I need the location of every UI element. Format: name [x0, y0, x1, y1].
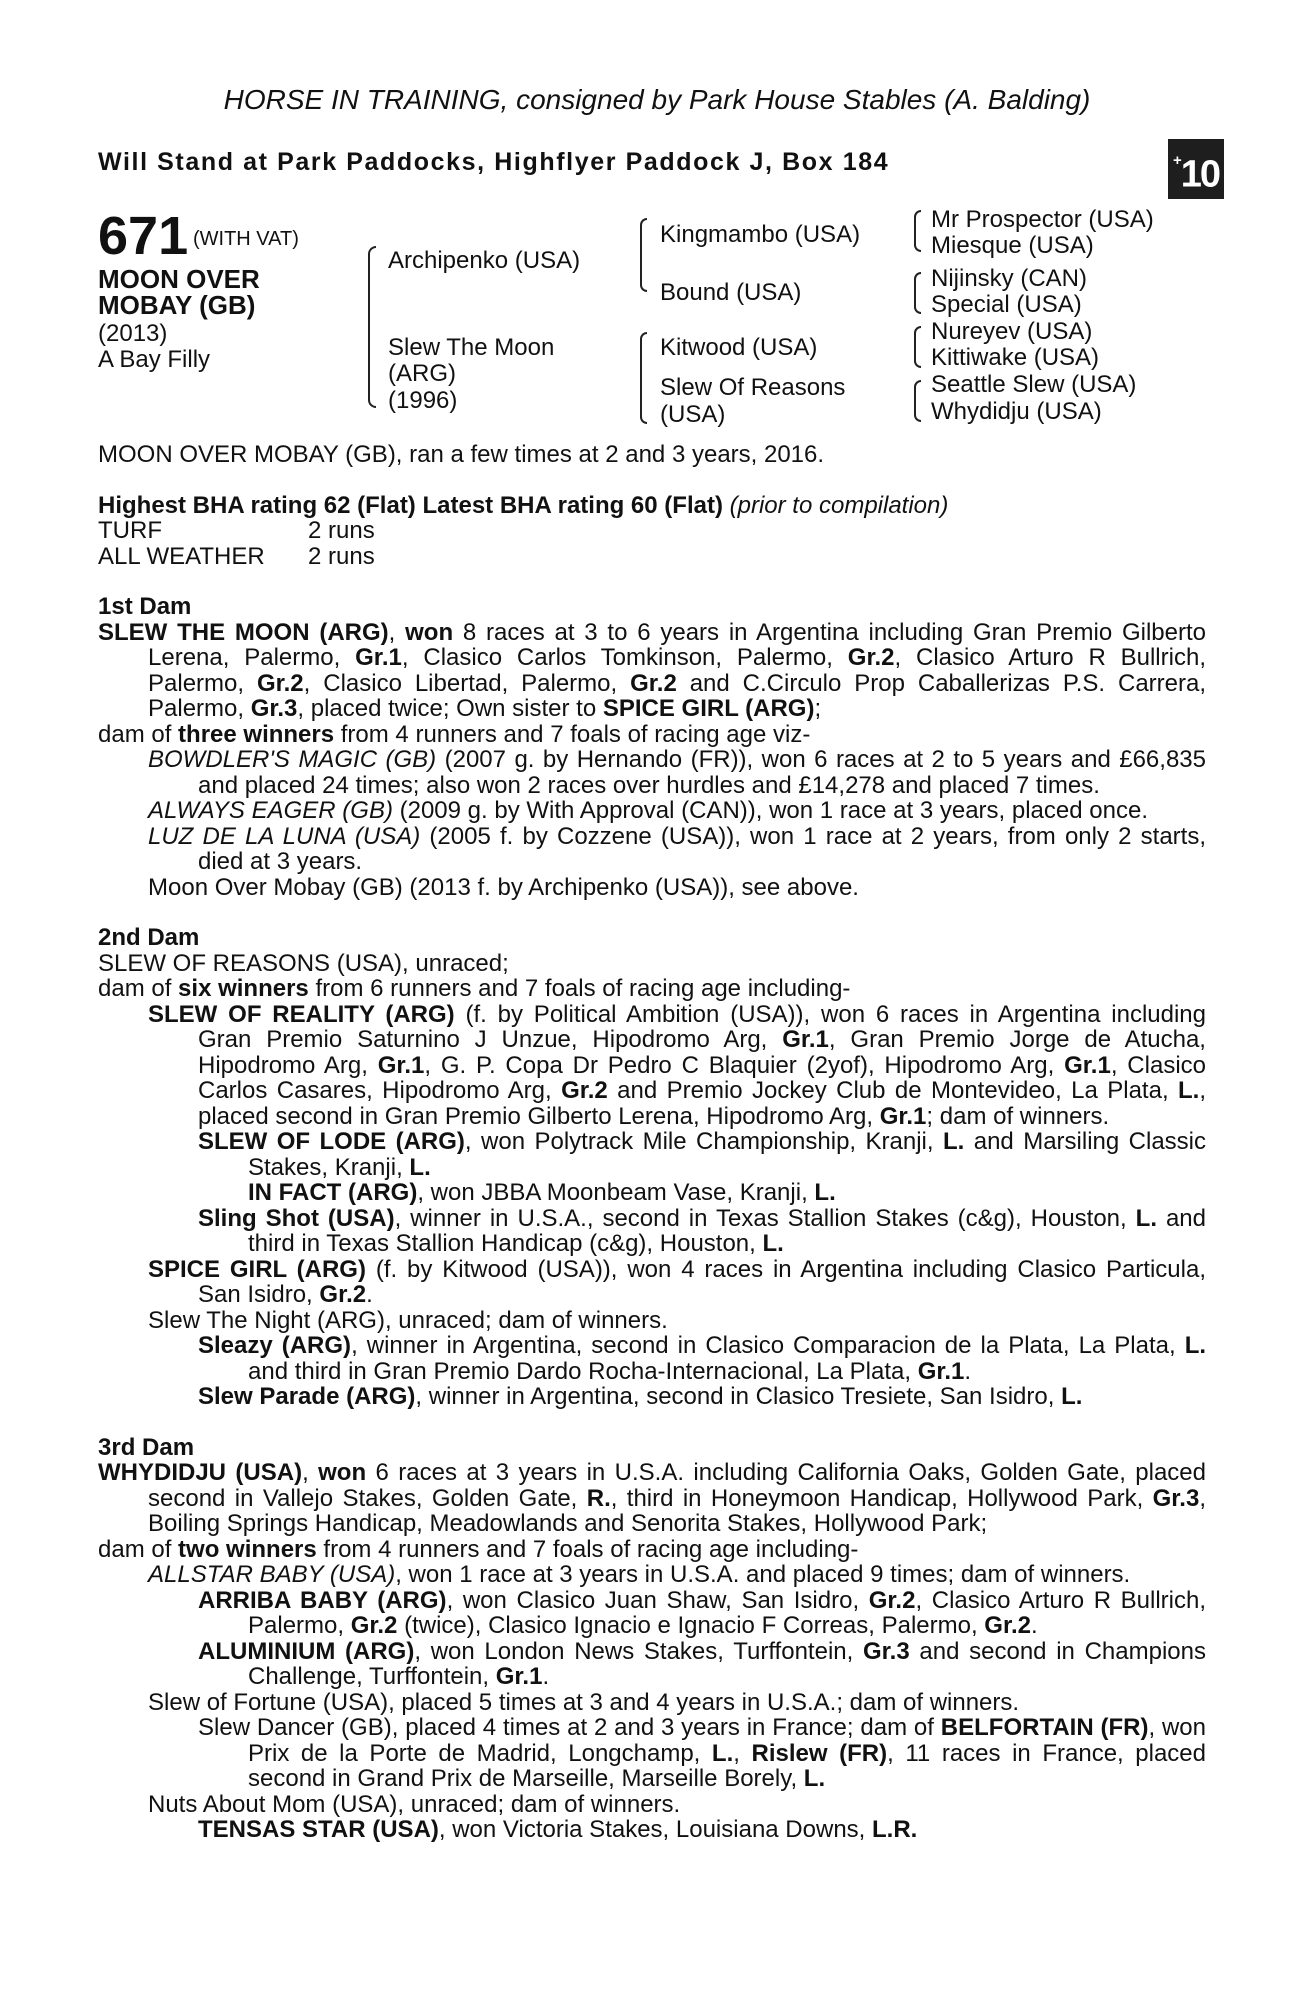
pedigree-gen3-2: Miesque (USA) — [931, 232, 1094, 259]
dam2-record — [98, 951, 1206, 977]
text-run: , winner in Argentina, second in Clasico Tresiete, San Isidro, — [415, 1383, 1062, 1410]
text-run: three winners — [178, 720, 335, 748]
pedigree-gen3-4: Special (USA) — [931, 291, 1082, 318]
text-run: Gr.2 — [984, 1612, 1031, 1639]
text-run: , Clasico Carlos Casares, Hipodromo Arg, — [198, 1051, 1206, 1104]
text-run: Sling Shot (USA) — [198, 1204, 395, 1232]
text-run: two winners — [178, 1535, 317, 1563]
dam3-record — [98, 1460, 1206, 1537]
text-run: R. — [586, 1484, 611, 1512]
text-run: , third in Honeymoon Handicap, Hollywood Park, — [610, 1484, 1153, 1512]
text-run: Slew The Night (ARG), unraced; dam of winners. — [148, 1306, 668, 1334]
pedigree-dam-sire: Kitwood (USA) — [660, 334, 818, 361]
text-run: L. — [1178, 1077, 1200, 1104]
text-run: , won JBBA Moonbeam Vase, Kranji, — [417, 1179, 815, 1206]
stand-location: Will Stand at Park Paddocks, Highflyer Paddock J, Box 184 — [98, 148, 890, 176]
text-run: L. — [803, 1765, 826, 1792]
pedigree-gen3-7: Seattle Slew (USA) — [931, 371, 1137, 398]
produce-entry — [98, 1588, 1206, 1639]
pedigree-dam-dam-country: (USA) — [660, 401, 726, 428]
produce-entry — [98, 1002, 1206, 1130]
ratings-note: (prior to compilation) — [729, 491, 949, 519]
text-run: , won Prix de la Porte de Madrid, Longchamp, — [248, 1714, 1206, 1767]
produce-entry — [98, 1792, 1206, 1818]
text-run: dam of — [98, 975, 179, 1002]
horse-name-line1: MOON OVER — [98, 264, 260, 294]
text-run: , Clasico Arturo R Bullrich, Palermo, — [248, 1586, 1206, 1639]
pedigree-gen3-8: Whydidju (USA) — [931, 398, 1102, 425]
text-run: , won Polytrack Mile Championship, Kranji, — [464, 1128, 943, 1155]
text-run: L. — [1184, 1332, 1207, 1359]
horse-name-line2: MOBAY (GB) — [98, 290, 256, 320]
text-run: Gr.3 — [250, 695, 298, 722]
text-run: and second in Champions Challenge, Turffontein, — [248, 1637, 1206, 1690]
text-run: ALUMINIUM (ARG) — [198, 1637, 415, 1665]
text-run: BELFORTAIN (FR) — [940, 1714, 1149, 1741]
produce-entry — [98, 1257, 1206, 1308]
text-run: Gr.3 — [862, 1637, 910, 1665]
produce-entry — [98, 1180, 1206, 1206]
dam2-heading: 2nd Dam — [98, 924, 200, 951]
brace-sire-dam — [368, 246, 376, 408]
text-run: from 4 runners and 7 foals of racing age including- — [316, 1535, 859, 1563]
dam1-record — [98, 620, 1206, 722]
text-run: . — [964, 1357, 972, 1385]
turf-value: 2 runs — [308, 517, 375, 544]
text-run: 6 races at 3 years in U.S.A. including California Oaks, Golden Gate, placed second in Vallejo Stakes, Golden Gate, — [148, 1459, 1207, 1512]
text-run: won — [405, 618, 454, 646]
dam1-produce-summary — [98, 722, 1206, 748]
text-run: , won Victoria Stakes, Louisiana Downs, — [438, 1816, 873, 1843]
text-run: and C.Circulo Prop Caballerizas P.S. Carrera, Palermo, — [148, 669, 1207, 722]
text-run: ALLSTAR BABY (USA) — [148, 1561, 396, 1588]
text-run: , Clasico Arturo R Bullrich, Palermo, — [148, 644, 1206, 697]
badge-number: 10 — [1180, 153, 1220, 196]
text-run: ; — [814, 695, 822, 722]
text-run: L. — [409, 1153, 431, 1181]
ratings-bold: Highest BHA rating 62 (Flat) Latest BHA rating 60 (Flat) — [98, 491, 723, 519]
text-run: and Premio Jockey Club de Montevideo, La Plata, — [607, 1077, 1179, 1104]
text-run: , won Clasico Juan Shaw, San Isidro, — [446, 1586, 869, 1614]
text-run: ; dam of winners. — [926, 1102, 1110, 1130]
text-run: Sleazy (ARG) — [198, 1332, 352, 1359]
text-run: Gr.1 — [377, 1051, 425, 1079]
race-summary: MOON OVER MOBAY (GB), ran a few times at 2 and 3 years, 2016. — [98, 441, 825, 468]
pedigree-sire: Archipenko (USA) — [388, 247, 581, 274]
text-run: L. — [711, 1739, 734, 1767]
pedigree-gen3-3: Nijinsky (CAN) — [931, 265, 1087, 292]
text-run: Gr.1 — [355, 644, 402, 671]
text-run: 8 races at 3 to 6 years in Argentina including Gran Premio Gilberto Lerena, Palermo, — [148, 618, 1206, 671]
text-run: Moon Over Mobay (GB) (2013 f. by Archipenko (USA)), see above. — [148, 873, 859, 901]
brace-sire-parents — [640, 218, 647, 292]
produce-entry — [98, 798, 1206, 824]
text-run: dam of — [98, 720, 179, 748]
text-run: , winner in U.S.A., second in Texas Stallion Stakes (c&g), Houston, — [394, 1204, 1136, 1232]
text-run: BOWDLER'S MAGIC (GB) — [148, 746, 437, 773]
text-run: , won London News Stakes, Turffontein, — [414, 1637, 863, 1665]
text-run: L. — [1061, 1383, 1083, 1410]
pedigree-dam-dam: Slew Of Reasons — [660, 374, 846, 401]
text-run: , — [302, 1459, 319, 1486]
turf-label: TURF — [98, 517, 162, 544]
brace-gen3-4 — [914, 380, 921, 422]
text-run: Gr.1 — [917, 1357, 965, 1385]
produce-entry — [98, 1206, 1206, 1257]
text-run: Gr.1 — [782, 1026, 829, 1053]
pedigree-gen3-5: Nureyev (USA) — [931, 318, 1093, 345]
text-run: , G. P. Copa Dr Pedro C Blaquier (2yof), Hipodromo Arg, — [424, 1051, 1065, 1079]
badge-plus: + — [1172, 152, 1180, 169]
dam3-heading: 3rd Dam — [98, 1433, 195, 1461]
text-run: (2007 g. by Hernando (FR)), won 6 races at 2 to 5 years and £66,835 and placed 24 times; also won 2 races over hurdles and £14,278 and placed 7 times. — [198, 746, 1206, 799]
text-run: , Clasico Carlos Tomkinson, Palermo, — [401, 644, 848, 671]
text-run: WHYDIDJU (USA) — [98, 1459, 303, 1486]
text-run: (2009 g. by With Approval (CAN)), won 1 race at 3 years, placed once. — [392, 797, 1148, 824]
text-run: from 4 runners and 7 foals of racing age viz- — [334, 720, 811, 748]
text-run: SLEW OF REASONS (USA), unraced; — [98, 949, 509, 977]
text-run: from 6 runners and 7 foals of racing age including- — [308, 975, 851, 1002]
text-run: Gr.1 — [879, 1102, 927, 1130]
text-run: , placed twice; Own sister to — [297, 695, 603, 722]
text-run: Gr.2 — [319, 1281, 367, 1308]
text-run: and third in Texas Stallion Handicap (c&g), Houston, — [248, 1204, 1206, 1257]
text-run: . — [1031, 1612, 1038, 1639]
text-run: L. — [762, 1230, 784, 1257]
page-title: HORSE IN TRAINING, consigned by Park House Stables (A. Balding) — [223, 84, 1091, 115]
produce-entry — [98, 1308, 1206, 1334]
pedigree-sire-sire: Kingmambo (USA) — [660, 221, 861, 248]
produce-entry — [98, 875, 1206, 901]
text-run: Gr.2 — [350, 1612, 398, 1639]
text-run: , — [733, 1739, 752, 1767]
text-run: L. — [1135, 1204, 1157, 1232]
text-run: TENSAS STAR (USA) — [198, 1816, 439, 1843]
lot-number: 671 — [98, 206, 189, 266]
text-run: (f. by Kitwood (USA)), won 4 races in Argentina including Clasico Particula, San Isidro, — [198, 1255, 1206, 1308]
text-run: Nuts About Mom (USA), unraced; dam of winners. — [148, 1790, 681, 1818]
bha-ratings — [98, 493, 1206, 519]
text-run: L.R. — [872, 1816, 918, 1843]
pedigree-gen3-1: Mr Prospector (USA) — [931, 206, 1154, 233]
text-run: , 11 races in France, placed second in Grand Prix de Marseille, Marseille Borely, — [248, 1739, 1207, 1792]
lot-vat: (WITH VAT) — [193, 228, 299, 250]
text-run: , placed second in Gran Premio Gilberto Lerena, Hipodromo Arg, — [198, 1077, 1207, 1130]
text-run: and third in Gran Premio Dardo Rocha-Internacional, La Plata, — [248, 1357, 918, 1385]
aw-runs — [98, 544, 1206, 570]
text-run: dam of — [98, 1535, 179, 1563]
text-run: ARRIBA BABY (ARG) — [198, 1586, 447, 1614]
text-run: SPICE GIRL (ARG) — [602, 695, 815, 722]
produce-entry — [98, 747, 1206, 798]
produce-entry — [98, 1817, 1206, 1843]
text-run: , won 1 race at 3 years in U.S.A. and placed 9 times; dam of winners. — [395, 1561, 1131, 1588]
text-run: six winners — [178, 975, 309, 1002]
produce-entry — [98, 824, 1206, 875]
brace-gen3-3 — [914, 326, 921, 368]
text-run: won — [318, 1459, 367, 1486]
produce-entry — [98, 1129, 1206, 1180]
produce-entry — [98, 1690, 1206, 1716]
text-run: and Marsiling Classic Stakes, Kranji, — [248, 1128, 1206, 1181]
horse-year: (2013) — [98, 320, 168, 347]
catalogue-body — [98, 442, 1206, 1843]
brace-gen3-2 — [914, 272, 921, 314]
text-run: , Gran Premio Jorge de Atucha, Hipodromo Arg, — [198, 1026, 1206, 1079]
text-run: . — [366, 1281, 373, 1308]
text-run: (f. by Political Ambition (USA)), won 6 races in Argentina including Gran Premio Saturnino J Unzue, Hipodromo Arg, — [198, 1000, 1206, 1053]
text-run: Gr.2 — [561, 1077, 608, 1104]
brace-gen3-1 — [914, 210, 921, 252]
text-run: . — [542, 1663, 550, 1690]
text-run: , Clasico Libertad, Palermo, — [303, 669, 631, 697]
text-run: Slew Parade (ARG) — [198, 1383, 416, 1410]
text-run: SLEW OF LODE (ARG) — [198, 1128, 465, 1155]
text-run: Gr.2 — [256, 669, 304, 697]
aw-value: 2 runs — [308, 542, 375, 570]
pedigree-gen3-6: Kittiwake (USA) — [931, 344, 1100, 371]
produce-entry — [98, 1562, 1206, 1588]
pedigree-sire-dam: Bound (USA) — [660, 279, 802, 306]
dam2-produce-summary — [98, 976, 1206, 1002]
produce-entry — [98, 1715, 1206, 1792]
text-run: (2005 f. by Cozzene (USA)), won 1 race at 2 years, from only 2 starts, died at 3 years. — [198, 822, 1206, 875]
text-run: SLEW THE MOON (ARG) — [98, 618, 389, 646]
text-run: Gr.1 — [1064, 1051, 1111, 1079]
text-run: , — [388, 618, 406, 646]
text-run: , Boiling Springs Handicap, Meadowlands and Senorita Stakes, Hollywood Park; — [148, 1484, 1206, 1537]
pedigree-dam-country: (ARG) — [388, 360, 456, 387]
pedigree-dam: Slew The Moon — [388, 334, 555, 361]
text-run: Rislew (FR) — [751, 1739, 888, 1767]
dam1-heading: 1st Dam — [98, 593, 192, 620]
produce-entry — [98, 1384, 1206, 1410]
dam3-produce-summary — [98, 1537, 1206, 1563]
aw-label: ALL WEATHER — [98, 542, 265, 570]
text-run: L. — [814, 1179, 836, 1206]
text-run: Gr.3 — [1152, 1484, 1200, 1512]
text-run: Gr.2 — [868, 1586, 916, 1614]
lot-badge — [1168, 139, 1224, 199]
produce-entry — [98, 1333, 1206, 1384]
text-run: , winner in Argentina, second in Clasico Comparacion de la Plata, La Plata, — [351, 1332, 1185, 1359]
text-run: Gr.2 — [847, 644, 895, 671]
text-run: SPICE GIRL (ARG) — [148, 1255, 366, 1283]
text-run: SLEW OF REALITY (ARG) — [148, 1000, 455, 1028]
text-run: ALWAYS EAGER (GB) — [148, 797, 393, 824]
brace-dam-parents — [640, 332, 647, 424]
text-run: (twice), Clasico Ignacio e Ignacio F Correas, Palermo, — [397, 1612, 985, 1639]
text-run: Slew of Fortune (USA), placed 5 times at 3 and 4 years in U.S.A.; dam of winners. — [148, 1688, 1020, 1716]
text-run: Slew Dancer (GB), placed 4 times at 2 and 3 years in France; dam of — [198, 1714, 941, 1741]
pedigree-dam-year: (1996) — [388, 387, 458, 414]
produce-entry — [98, 1639, 1206, 1690]
text-run: LUZ DE LA LUNA (USA) — [148, 822, 421, 850]
text-run: L. — [942, 1128, 965, 1155]
text-run: Gr.1 — [495, 1663, 543, 1690]
horse-description: A Bay Filly — [98, 346, 211, 373]
text-run: IN FACT (ARG) — [248, 1179, 418, 1206]
turf-runs — [98, 518, 1206, 544]
text-run: Gr.2 — [630, 669, 677, 697]
